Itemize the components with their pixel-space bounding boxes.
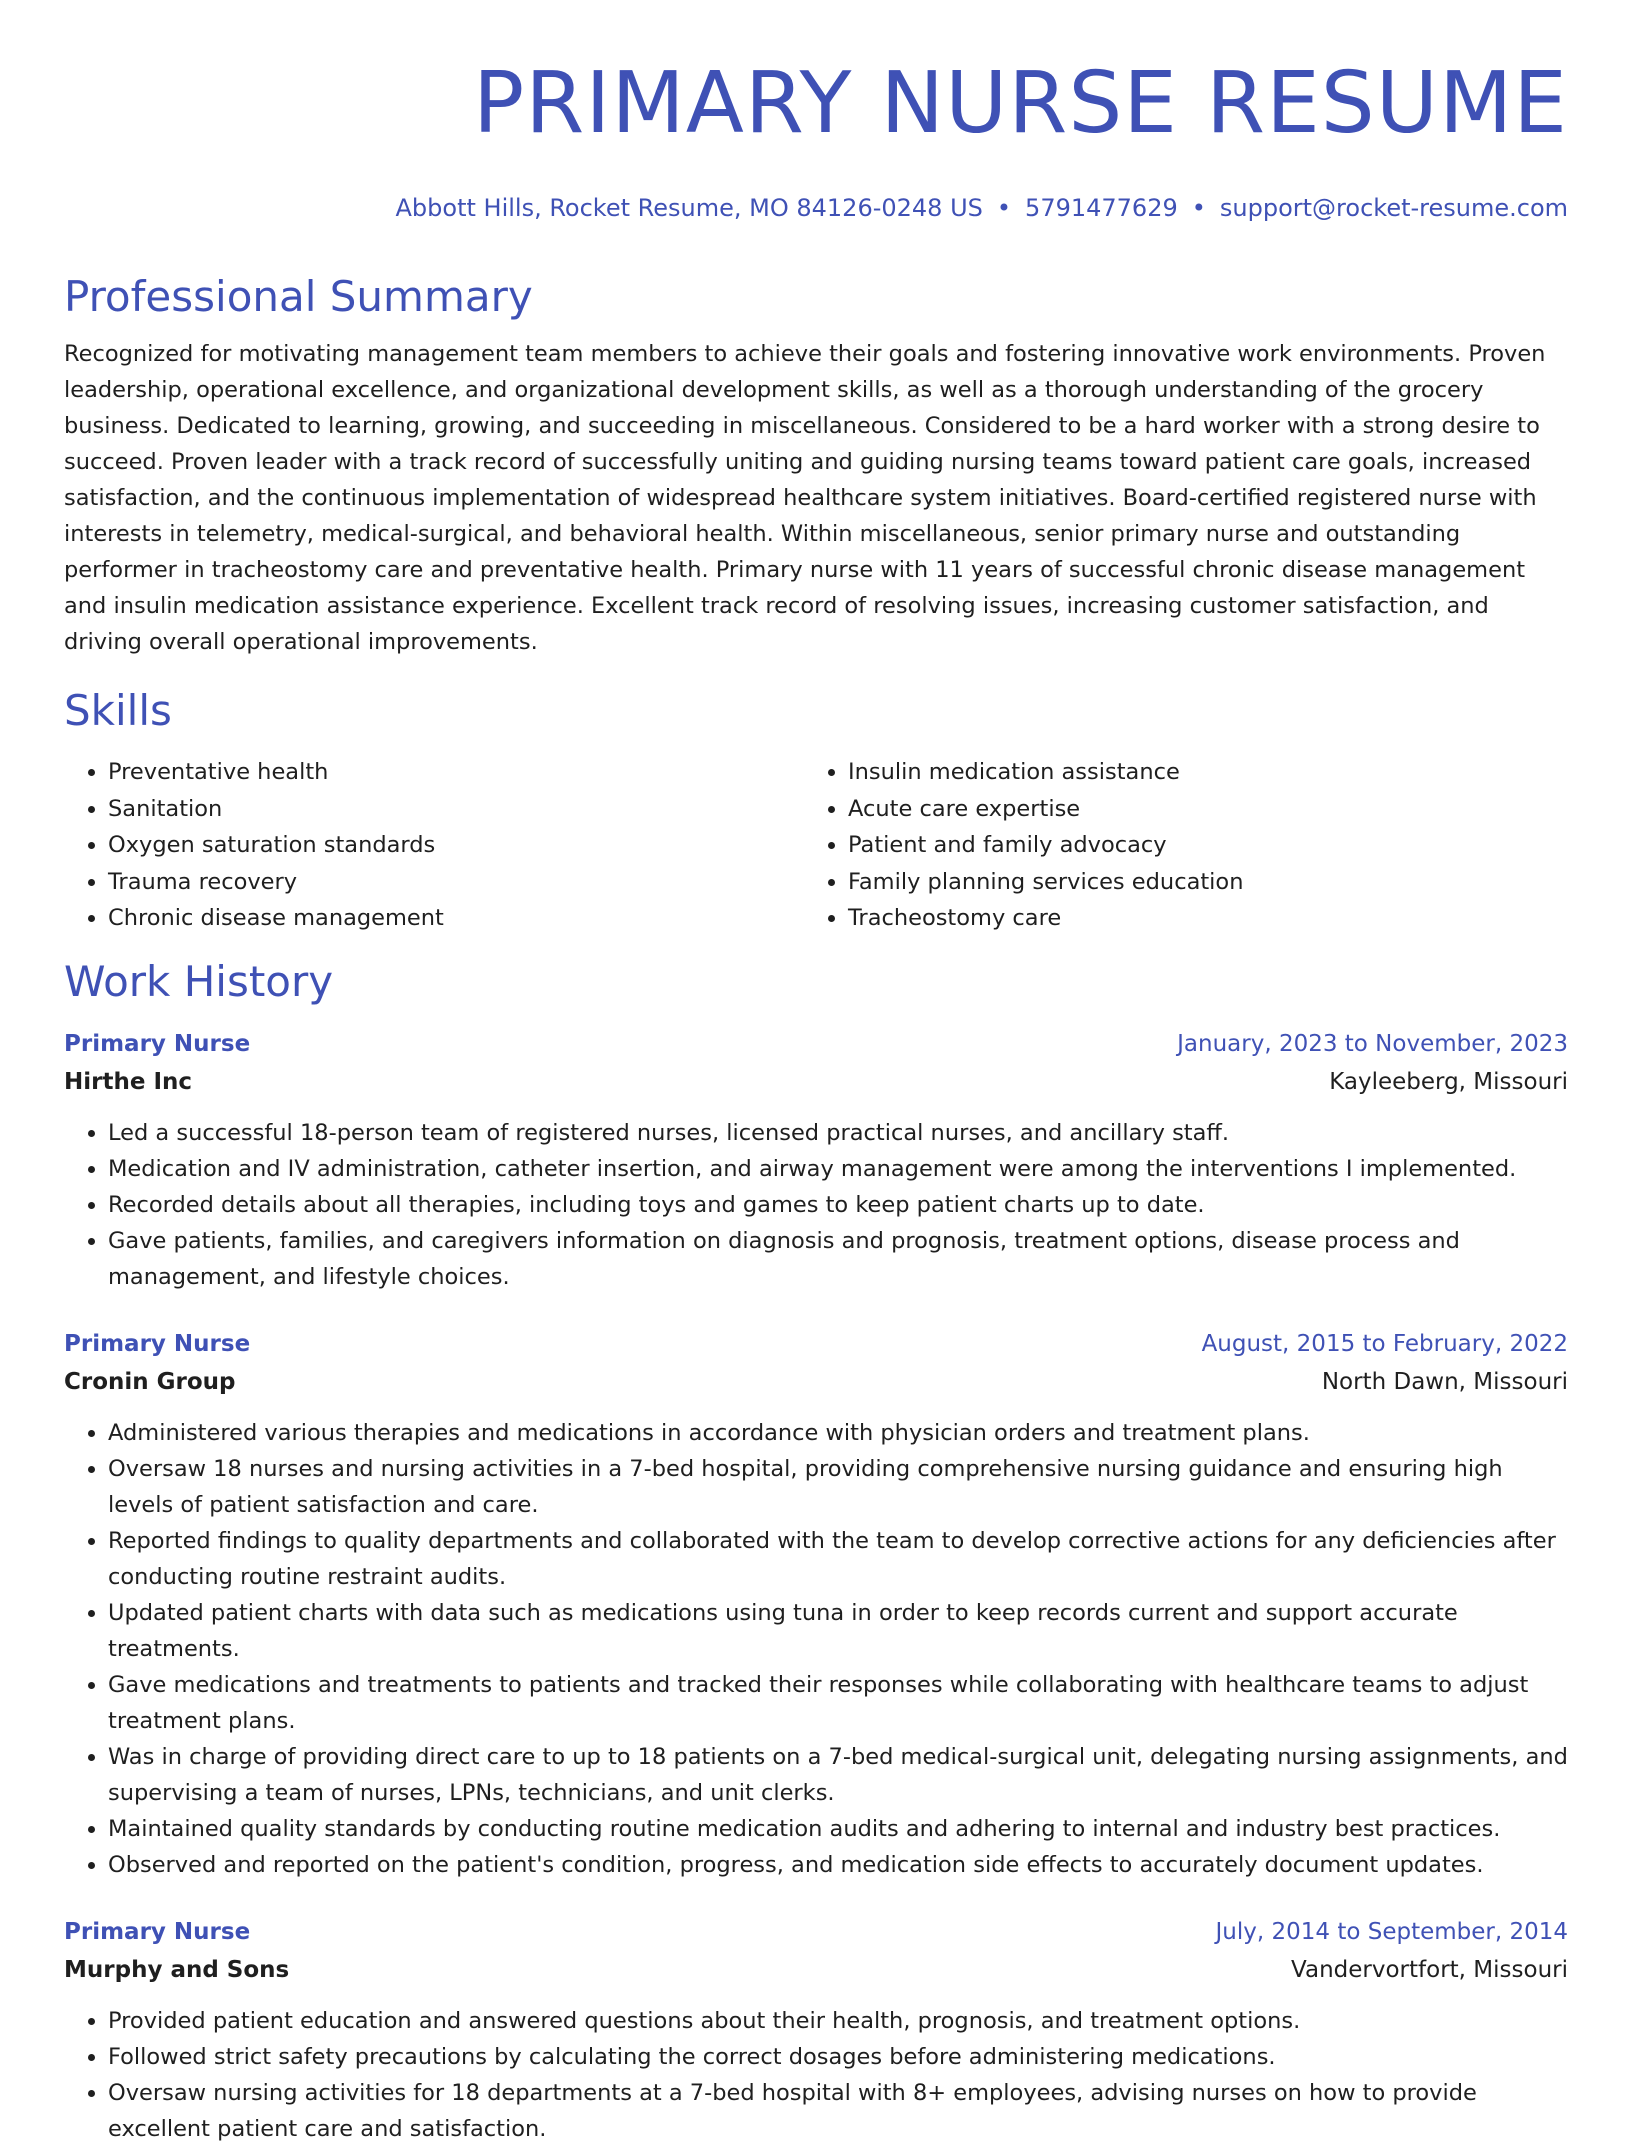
job-entry bbox=[64, 1913, 1568, 2147]
job-bullet: • Provided patient education and answered questions about their health, prognosis, and treatment options. bbox=[108, 2003, 1568, 2039]
skill-item: • Tracheostomy care bbox=[848, 900, 1568, 937]
contact-line bbox=[64, 194, 1568, 222]
job-title: Primary Nurse bbox=[64, 1030, 251, 1057]
skills-list bbox=[64, 754, 1568, 937]
summary-text: Recognized for motivating management team members to achieve their goals and fostering innovative work environments. Proven leadership, operational excellence, and organizational development skills, as well as a thorough understanding of the grocery business. Dedicated to learning, growing, and succeeding in miscellaneous. Considered to be a hard worker with a strong desire to succeed. Proven leader with a track record of successfully uniting and guiding nursing teams toward patient care goals, increased satisfaction, and the continuous implementation of widespread healthcare system initiatives. Board-certified registered nurse with interests in telemetry, medical-surgical, and behavioral health. Within miscellaneous, senior primary nurse and outstanding performer in tracheostomy care and preventative health. Primary nurse with 11 years of successful chronic disease management and insulin medication assistance experience. Excellent track record of resolving issues, increasing customer satisfaction, and driving overall operational improvements. bbox=[64, 341, 1546, 655]
job-bullets bbox=[64, 1115, 1568, 1295]
job-bullet: • Oversaw 18 nurses and nursing activities in a 7-bed hospital, providing comprehensive nursing guidance and ensuring high levels of patient satisfaction and care. bbox=[108, 1451, 1568, 1523]
contact-separator: • bbox=[996, 194, 1012, 222]
job-subheader bbox=[64, 1951, 1568, 1989]
skill-item: • Trauma recovery bbox=[108, 864, 804, 901]
job-bullet: • Led a successful 18-person team of registered nurses, licensed practical nurses, and ancillary staff. bbox=[108, 1115, 1568, 1151]
job-bullet: • Was in charge of providing direct care to up to 18 patients on a 7-bed medical-surgical unit, delegating nursing assignments, and supervising a team of nurses, LPNs, technicians, and unit clerks. bbox=[108, 1739, 1568, 1811]
job-company: Cronin Group bbox=[64, 1368, 236, 1395]
job-dates: July, 2014 to September, 2014 bbox=[1215, 1918, 1568, 1945]
contact-address: Abbott Hills, Rocket Resume, MO 84126-0248 US bbox=[395, 194, 983, 222]
job-bullet: • Medication and IV administration, catheter insertion, and airway management were among the interventions I implemented. bbox=[108, 1151, 1568, 1187]
job-company: Hirthe Inc bbox=[64, 1068, 193, 1095]
job-bullet: • Followed strict safety precautions by calculating the correct dosages before administering medications. bbox=[108, 2039, 1568, 2075]
job-bullet: • Gave patients, families, and caregivers information on diagnosis and prognosis, treatment options, disease process and management, and lifestyle choices. bbox=[108, 1223, 1568, 1295]
job-subheader bbox=[64, 1363, 1568, 1401]
job-bullet: • Updated patient charts with data such as medications using tuna in order to keep records current and support accurate treatments. bbox=[108, 1595, 1568, 1667]
job-company: Murphy and Sons bbox=[64, 1956, 290, 1983]
skill-item: • Family planning services education bbox=[848, 864, 1568, 901]
resume-title: PRIMARY NURSE RESUME bbox=[473, 54, 1568, 153]
skills-column-right bbox=[804, 754, 1568, 937]
job-bullet: • Recorded details about all therapies, including toys and games to keep patient charts up to date. bbox=[108, 1187, 1568, 1223]
job-dates: August, 2015 to February, 2022 bbox=[1201, 1330, 1568, 1357]
skills-heading: Skills bbox=[64, 686, 172, 735]
skill-item: • Acute care expertise bbox=[848, 791, 1568, 828]
work-history-heading: Work History bbox=[64, 956, 334, 1006]
job-header bbox=[64, 1325, 1568, 1363]
job-location: Vandervortfort, Missouri bbox=[1291, 1956, 1568, 1983]
summary-heading: Professional Summary bbox=[64, 272, 533, 321]
job-header bbox=[64, 1025, 1568, 1063]
job-location: Kayleeberg, Missouri bbox=[1329, 1068, 1568, 1095]
job-bullet: • Gave medications and treatments to patients and tracked their responses while collaborating with healthcare teams to adjust treatment plans. bbox=[108, 1667, 1568, 1739]
job-entry bbox=[64, 1025, 1568, 1295]
job-bullets bbox=[64, 1415, 1568, 1883]
job-title: Primary Nurse bbox=[64, 1330, 251, 1357]
job-bullet: • Administered various therapies and medications in accordance with physician orders and treatment plans. bbox=[108, 1415, 1568, 1451]
job-header bbox=[64, 1913, 1568, 1951]
contact-separator: • bbox=[1191, 194, 1206, 222]
job-bullet: • Maintained quality standards by conducting routine medication audits and adhering to internal and industry best practices. bbox=[108, 1811, 1568, 1847]
job-bullet: • Reported findings to quality departments and collaborated with the team to develop corrective actions for any deficiencies after conducting routine restraint audits. bbox=[108, 1523, 1568, 1595]
job-entry bbox=[64, 1325, 1568, 1883]
job-bullets bbox=[64, 2003, 1568, 2147]
job-subheader bbox=[64, 1063, 1568, 1101]
job-dates: January, 2023 to November, 2023 bbox=[1177, 1030, 1568, 1057]
skill-item: • Insulin medication assistance bbox=[848, 754, 1568, 791]
skills-column-left bbox=[64, 754, 804, 937]
job-title: Primary Nurse bbox=[64, 1918, 251, 1945]
contact-phone: 5791477629 bbox=[1025, 194, 1178, 222]
skill-item: • Sanitation bbox=[108, 791, 804, 828]
job-bullet: • Oversaw nursing activities for 18 departments at a 7-bed hospital with 8+ employees, advising nurses on how to provide excellent patient care and satisfaction. bbox=[108, 2075, 1568, 2147]
job-location: North Dawn, Missouri bbox=[1321, 1368, 1568, 1395]
skill-item: • Preventative health bbox=[108, 754, 804, 791]
skill-item: • Oxygen saturation standards bbox=[108, 827, 804, 864]
contact-email: support@rocket-resume.com bbox=[1219, 194, 1568, 222]
skill-item: • Chronic disease management bbox=[108, 900, 804, 937]
skill-item: • Patient and family advocacy bbox=[848, 827, 1568, 864]
job-bullet: • Observed and reported on the patient's condition, progress, and medication side effects to accurately document updates. bbox=[108, 1847, 1568, 1883]
